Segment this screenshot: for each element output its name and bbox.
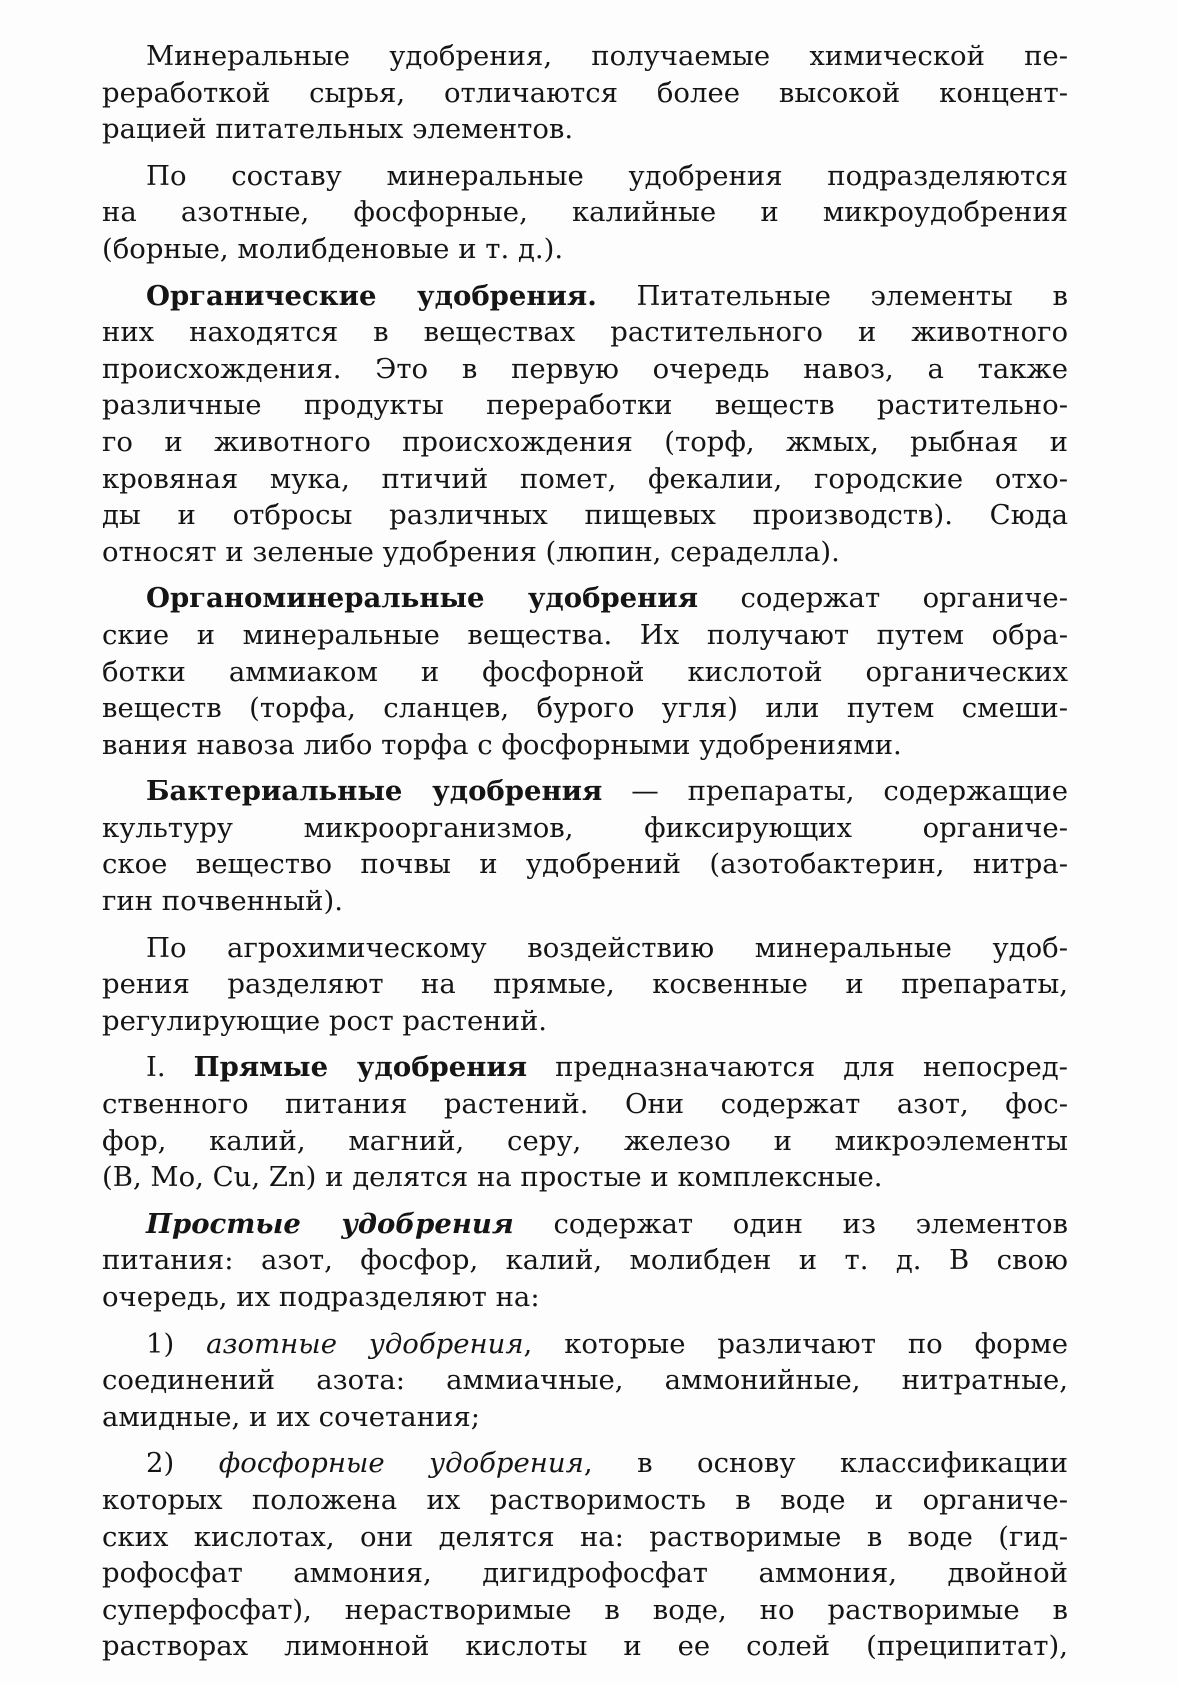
paragraph-composition — [102, 158, 1068, 268]
line-text: содержат органиче- — [698, 582, 1068, 615]
term-direct: Прямые удобрения — [193, 1051, 528, 1084]
text-line: рения разделяют на прямые, косвенные и препараты, — [102, 968, 1068, 1001]
paragraph-phosphorus-fertilizers — [102, 1445, 1068, 1665]
text-line — [102, 278, 1068, 315]
list-marker: I. — [146, 1051, 194, 1084]
text-line: веществ (торфа, сланцев, бурого угля) или путем смеши- — [102, 692, 1068, 725]
text-line: них находятся в веществах растительного и животного — [102, 316, 1068, 349]
paragraph-organic-fertilizers — [102, 278, 1068, 571]
text-line: По агрохимическому воздействию минеральные удоб- — [146, 931, 1068, 964]
list-marker: 1) — [146, 1327, 207, 1360]
paragraph-bacterial-fertilizers — [102, 773, 1068, 919]
term-simple: Простые удобрения — [146, 1207, 514, 1240]
text-line: гин почвенный). — [102, 885, 343, 918]
line-text: Питательные элементы в — [596, 279, 1068, 312]
text-line — [102, 1049, 1068, 1086]
term-nitrogen: азотные удобрения — [206, 1327, 524, 1360]
paragraph-organomineral-fertilizers — [102, 580, 1068, 763]
text-line: различные продукты переработки веществ растительно- — [102, 389, 1068, 422]
text-line: амидные, и их сочетания; — [102, 1400, 480, 1433]
text-line: очередь, их подразделяют на: — [102, 1281, 540, 1313]
paragraph-direct-fertilizers — [102, 1049, 1068, 1195]
text-line: регулирующие рост растений. — [102, 1004, 548, 1037]
text-line: суперфосфат), нерастворимые в воде, но растворимые в — [102, 1593, 1068, 1626]
text-line: (борные, молибденовые и т. д.). — [102, 232, 564, 265]
line-text: предназначаются для непосред- — [527, 1051, 1068, 1084]
line-text: , в основу классификации — [583, 1447, 1068, 1480]
text-line: фор, калий, магний, серу, железо и микроэлементы — [102, 1124, 1068, 1157]
paragraph-nitrogen-fertilizers — [102, 1326, 1068, 1436]
line-text: содержат один из элементов — [513, 1207, 1068, 1240]
text-line: (B, Mo, Cu, Zn) и делятся на простые и комплексные. — [102, 1161, 883, 1194]
term-phosphorus: фосфорные удобрения — [218, 1447, 584, 1480]
text-line: реработкой сырья, отличаются более высокой концент- — [102, 76, 1068, 109]
text-line — [102, 1206, 1068, 1243]
text-line: кровяная мука, птичий помет, фекалии, городские отхо- — [102, 462, 1068, 495]
page-text — [102, 38, 1068, 1675]
text-line: Минеральные удобрения, получаемые химической пе- — [146, 40, 1068, 72]
text-line: ботки аммиаком и фосфорной кислотой органических — [102, 655, 1068, 688]
text-line: относят и зеленые удобрения (люпин, сераделла). — [102, 535, 840, 568]
line-text: — препараты, содержащие — [602, 775, 1068, 808]
paragraph-simple-fertilizers — [102, 1206, 1068, 1316]
text-line: растворах лимонной кислоты и ее солей (преципитат), — [102, 1630, 1068, 1663]
text-line: соединений азота: аммиачные, аммонийные, нитратные, — [102, 1364, 1068, 1397]
paragraph-mineral-fertilizers — [102, 38, 1068, 148]
line-text: , которые различают по форме — [523, 1327, 1068, 1360]
text-line: рофосфат аммония, дигидрофосфат аммония, двойной — [102, 1557, 1068, 1590]
text-line — [102, 1445, 1068, 1482]
text-line: культуру микроорганизмов, фиксирующих органиче- — [102, 811, 1068, 844]
text-line: происхождения. Это в первую очередь навоз, а также — [102, 352, 1068, 385]
text-line: го и животного происхождения (торф, жмых, рыбная и — [102, 425, 1068, 458]
term-organic: Органические удобрения. — [146, 279, 597, 312]
text-line: ское вещество почвы и удобрений (азотобактерин, нитра- — [102, 848, 1068, 881]
paragraph-agrochemical-classification — [102, 930, 1068, 1040]
text-line: питания: азот, фосфор, калий, молибден и т. д. В свою — [102, 1244, 1068, 1277]
list-marker: 2) — [146, 1447, 219, 1480]
term-organomineral: Органоминеральные удобрения — [146, 582, 699, 615]
text-line — [102, 773, 1068, 810]
text-line: ды и отбросы различных пищевых производств). Сюда — [102, 499, 1068, 532]
text-line: ственного питания растений. Они содержат азот, фос- — [102, 1088, 1068, 1121]
text-line — [102, 580, 1068, 617]
text-line: По составу минеральные удобрения подразделяются — [146, 159, 1068, 192]
text-line — [102, 1326, 1068, 1363]
text-line: рацией питательных элементов. — [102, 113, 574, 146]
text-line: которых положена их растворимость в воде и органиче- — [102, 1483, 1068, 1516]
term-bacterial: Бактериальные удобрения — [146, 775, 603, 808]
text-line: вания навоза либо торфа с фосфорными удобрениями. — [102, 728, 902, 761]
text-line: ских кислотах, они делятся на: растворимые в воде (гид- — [102, 1520, 1068, 1553]
text-line: ские и минеральные вещества. Их получают путем обра- — [102, 618, 1068, 651]
text-line: на азотные, фосфорные, калийные и микроудобрения — [102, 196, 1068, 229]
